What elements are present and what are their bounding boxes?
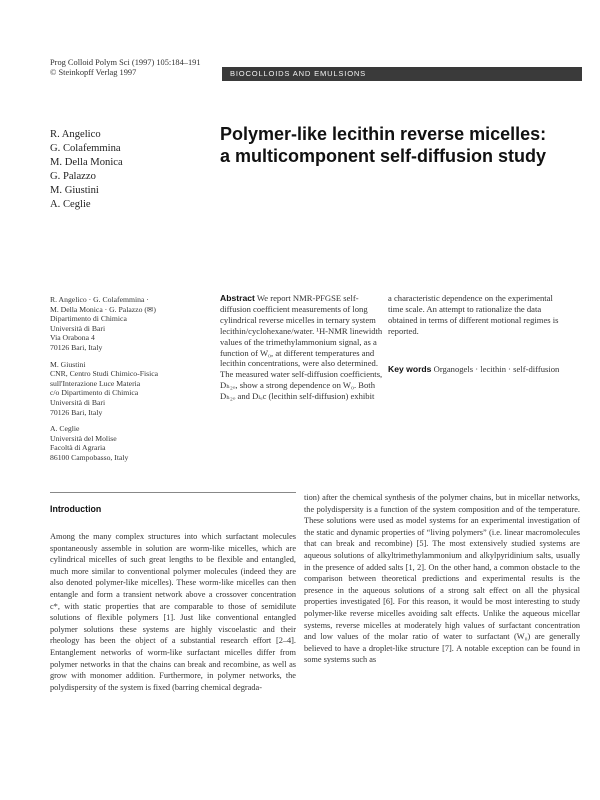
section-divider	[50, 492, 296, 493]
affiliation-block-3	[50, 424, 220, 462]
affiliation-line: A. Ceglie	[50, 424, 80, 434]
keywords	[388, 364, 560, 375]
affiliation-line: M. Della Monica · G. Palazzo (✉)	[50, 304, 156, 314]
journal-citation	[50, 58, 220, 78]
author-name: A. Ceglie	[50, 199, 91, 210]
affiliation-block-1	[50, 295, 220, 353]
introduction-right-column: tion) after the chemical synthesis of the polymer chains, but in micellar networks, the polydispersity is a function of the system composition and of the temperature. These solutions were used as model systems for an experimental investigation of the static and dynamic properties of “living polymers” (i.e. linear macromolecules that can break and recombine) [5]. The most extensively studied systems are aqueous solutions of alkyltrimethylammonium and alkylpyridinium salts, usually in the presence of added salts [1, 2]. On the other hand, a common obstacle to the comparison between theoretical predictions and experimental results is the presence in the aqueous solutions of a strong salt effect on all the physical properties investigated [6]. For this reason, it would be most interesting to study polymer-like reverse micelles avoiding salt effects. Unlike the aqueous micellar systems, reverse micelles at moderately high values of surfactant concentration and low values of the molar ratio of water to surfactant (W₀) are generally believed to have a droplet-like structure [7]. A notable exception can be found in some systems such as	[304, 493, 580, 665]
affiliation-line: Università del Molise	[50, 433, 117, 443]
affiliation-line: Università di Bari	[50, 397, 106, 407]
title-line-2: a multicomponent self-diffusion study	[220, 146, 547, 166]
affiliation-line: Via Orabona 4	[50, 333, 95, 343]
title-line-1: Polymer-like lecithin reverse micelles:	[220, 124, 547, 144]
affiliation-line: Università di Bari	[50, 323, 106, 333]
affiliation-block-2	[50, 360, 220, 418]
affiliation-line: M. Giustini	[50, 359, 86, 369]
author-name: G. Palazzo	[50, 171, 96, 182]
keywords-label: Key words	[388, 364, 432, 374]
author-name: R. Angelico	[50, 129, 101, 140]
affiliation-line: sull'Interazione Luce Materia	[50, 378, 141, 388]
affiliation-line: Dipartimento di Chimica	[50, 314, 127, 324]
affiliations	[50, 295, 220, 470]
introduction-left-column: Among the many complex structures into which surfactant molecules spontaneously assemble in solution are worm-like micelles, which are cylindrical micelles of such great lengths to be flexible and entangled, much more similar to conventional polymer molecules (indeed they are also denoted polymer-like micelles). These worm-like micelles can then entangle and form a transient network above a crossover concentration c*, with static properties that are comparable to those of semidilute solutions of flexible polymers [1]. Just like conventional entangled polymer solutions these systems are highly viscoelastic and their rheology has been the object of a substantial research effort [2–4]. Entanglement networks of worm-like surfactant micelles differ from polymer networks in that the chains can break and recombine, as well as grow with monomer addition. Furthermore, in polymer networks, the polydispersity of the system is fixed (barring chemical degrada-	[50, 532, 296, 692]
affiliation-line: 86100 Campobasso, Italy	[50, 452, 129, 462]
introduction-heading: Introduction	[50, 504, 102, 514]
affiliation-line: c/o Dipartimento di Chimica	[50, 388, 139, 398]
author-list	[50, 128, 210, 212]
affiliation-line: Facoltà di Agraria	[50, 443, 106, 453]
section-banner: BIOCOLLOIDS AND EMULSIONS	[222, 67, 582, 81]
author-name: M. Della Monica	[50, 157, 123, 168]
affiliation-line: 70126 Bari, Italy	[50, 342, 103, 352]
affiliation-line: R. Angelico · G. Colafemmina ·	[50, 295, 149, 304]
paper-title	[220, 123, 590, 167]
journal-line-2: © Steinkopff Verlag 1997	[50, 68, 137, 77]
journal-line-1: Prog Colloid Polym Sci (1997) 105:184–191	[50, 58, 201, 67]
affiliation-line: 70126 Bari, Italy	[50, 407, 103, 417]
abstract-continued: a characteristic dependence on the experimental time scale. An attempt to rationalize the data obtained in terms of different motional regimes is reported.	[388, 293, 559, 336]
abstract-text: We report NMR-PFGSE self-diffusion coefficient measurements of long cylindrical reverse micelles in ternary system lecithin/cyclohexane/water. ¹H-NMR linewidth values of the trimethylammonium signal, as a function of W₀, at different temperatures and lecithin concentrations, were also determined. The measured water self-diffusion coefficients, Dₕ₂ₒ, show a strong dependence on W₀. Both Dₕ₂ₒ and Dₗₑc (lecithin self-diffusion) exhibit	[220, 293, 383, 402]
abstract-label: Abstract	[220, 293, 255, 303]
author-name: M. Giustini	[50, 185, 99, 196]
abstract	[220, 293, 383, 402]
author-name: G. Colafemmina	[50, 143, 121, 154]
keywords-text: Organogels · lecithin · self-diffusion	[433, 364, 560, 374]
affiliation-line: CNR, Centro Studi Chimico-Fisica	[50, 369, 159, 379]
